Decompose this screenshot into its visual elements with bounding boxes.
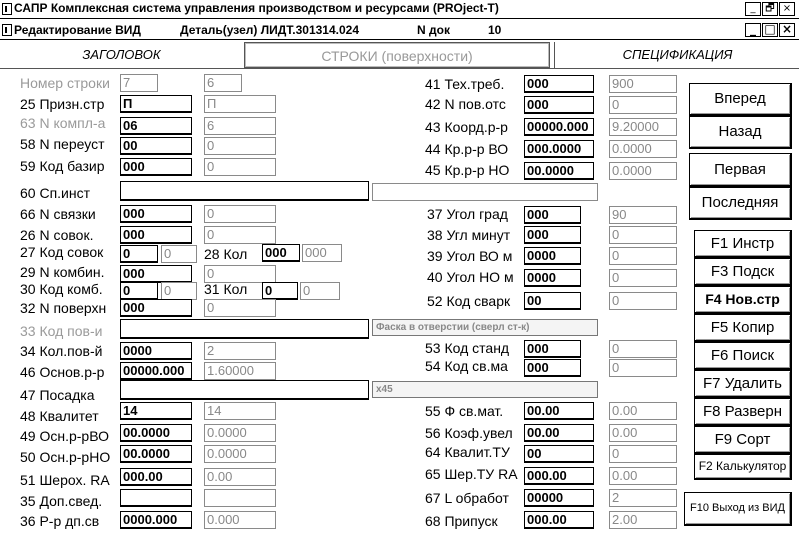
tool-method-field[interactable] <box>120 181 369 201</box>
fit-field[interactable] <box>120 380 369 400</box>
base-code-label: 59 Код базир <box>20 158 105 174</box>
scale-coef-field[interactable]: 00.00 <box>524 424 594 442</box>
angle-deg-prev: 90 <box>609 206 677 224</box>
tech-req-prev: 900 <box>609 75 677 93</box>
surface-number-label: 32 N поверхн <box>20 300 107 316</box>
combo-qty-label: 31 Кол <box>204 281 248 297</box>
sub-close-button[interactable]: × <box>779 23 795 37</box>
upper-dev-field[interactable]: 00.0000 <box>120 424 192 442</box>
angle-deg-field[interactable]: 000 <box>524 206 581 224</box>
angle-min-label: 38 Угл минут <box>427 227 511 243</box>
set-number-label: 26 N совок. <box>20 227 94 243</box>
line-sign-field[interactable]: П <box>120 95 192 113</box>
kit-number-prev: 6 <box>204 117 276 135</box>
lower-dev-field[interactable]: 00.0000 <box>120 445 192 463</box>
extra-size-field[interactable]: 0000.000 <box>120 511 192 529</box>
link-number-prev: 0 <box>204 205 276 223</box>
allowance-prev: 2.00 <box>609 511 677 529</box>
extra-size-label: 36 Р-р дп.св <box>20 513 100 529</box>
minimize-button[interactable]: _ <box>745 2 761 16</box>
weld-code-prev: 0 <box>609 292 677 310</box>
weld-code-label: 52 Код сварк <box>427 293 511 309</box>
f3-hint-button[interactable]: F3 Подск <box>694 258 792 286</box>
f10-exit-button[interactable]: F10 Выход из ВИД <box>684 492 792 526</box>
lower-dev-label: 50 Осн.р-рНО <box>20 449 111 465</box>
angle-upper-prev: 0 <box>609 247 677 265</box>
edge-lower-prev: 0.0000 <box>609 162 677 180</box>
angle-lower-prev: 0 <box>609 269 677 287</box>
fit-label: 47 Посадка <box>20 387 95 403</box>
subwindow-title: Редактирование ВИД <box>14 23 141 37</box>
tool-method-label: 60 Сп.инст <box>20 185 91 201</box>
hole-surface-prev: 0 <box>609 96 677 114</box>
surface-number-field[interactable]: 000 <box>120 299 192 317</box>
coord-size-field[interactable]: 00000.000 <box>524 118 594 136</box>
base-size-prev: 1.60000 <box>204 362 276 380</box>
restore-button[interactable]: 🗗 <box>762 2 778 16</box>
base-code-field[interactable]: 000 <box>120 158 192 176</box>
tolerance-grade-label: 48 Квалитет <box>20 408 99 424</box>
app-title-bar <box>0 0 799 19</box>
tab-header[interactable]: ЗАГОЛОВОК <box>82 47 161 62</box>
set-qty-prev: 000 <box>302 244 342 262</box>
tech-req-label: 41 Тех.треб. <box>425 76 505 92</box>
set-code-label: 27 Код совок <box>20 244 104 260</box>
f7-delete-button[interactable]: F7 Удалить <box>694 370 792 398</box>
angle-upper-field[interactable]: 0000 <box>524 247 581 265</box>
base-size-label: 46 Основ.р-р <box>20 364 105 380</box>
combo-number-field[interactable]: 000 <box>120 265 192 283</box>
f2-calculator-button[interactable]: F2 Калькулятор <box>694 454 792 480</box>
back-button[interactable]: Назад <box>689 116 792 149</box>
next-button[interactable]: Вперед <box>689 83 792 116</box>
f1-tools-button[interactable]: F1 Инстр <box>694 230 792 258</box>
angle-lower-field[interactable]: 0000 <box>524 269 581 287</box>
coord-size-label: 43 Коорд.р-р <box>425 119 508 135</box>
f4-new-line-button[interactable]: F4 Нов.стр <box>694 286 792 314</box>
tu-grade-prev: 0 <box>609 445 677 463</box>
scale-coef-prev: 0.00 <box>609 424 677 442</box>
lower-dev-prev: 0.0000 <box>204 445 276 463</box>
tab-separator <box>554 42 555 69</box>
set-code-prev: 0 <box>161 245 197 263</box>
combo-number-prev: 0 <box>204 265 276 283</box>
close-button[interactable]: × <box>779 2 795 16</box>
tab-specification[interactable]: СПЕЦИФИКАЦИЯ <box>622 47 733 62</box>
tech-req-field[interactable]: 000 <box>524 75 594 93</box>
allowance-field[interactable]: 000.00 <box>524 511 594 529</box>
fit-note: x45 <box>372 381 598 398</box>
set-number-field[interactable]: 000 <box>120 226 192 244</box>
tu-grade-field[interactable]: 00 <box>524 445 594 463</box>
app-title: САПР Комплексная система управления производством и ресурсами (PROject-T) <box>14 1 499 15</box>
set-code-field[interactable]: 0 <box>120 245 158 263</box>
upper-dev-prev: 0.0000 <box>204 424 276 442</box>
line-sign-label: 25 Призн.стр <box>20 96 105 112</box>
kit-number-field[interactable]: 06 <box>120 117 192 135</box>
subwindow-title-bar <box>0 21 799 40</box>
std-code-prev: 0 <box>609 340 677 358</box>
last-button[interactable]: Последняя <box>689 187 792 220</box>
setup-number-field[interactable]: 00 <box>120 137 192 155</box>
tolerance-grade-field[interactable]: 14 <box>120 402 192 420</box>
extra-info-label: 35 Доп.свед. <box>20 493 103 509</box>
tolerance-grade-prev: 14 <box>204 402 276 420</box>
tool-method-prev <box>372 183 598 201</box>
weld-mat-code-field[interactable]: 000 <box>524 359 581 377</box>
edge-upper-field[interactable]: 000.0000 <box>524 140 594 158</box>
angle-lower-label: 40 Угол НО м <box>427 269 514 285</box>
link-number-field[interactable]: 000 <box>120 205 192 223</box>
tu-roughness-prev: 0.00 <box>609 467 677 485</box>
process-length-prev: 2 <box>609 489 677 507</box>
edge-lower-field[interactable]: 00.0000 <box>524 162 594 180</box>
combo-qty-prev: 0 <box>300 282 340 300</box>
coord-size-prev: 9.20000 <box>609 118 677 136</box>
surface-code-label: 33 Код пов-и <box>20 323 103 339</box>
angle-min-prev: 0 <box>609 226 677 244</box>
upper-dev-label: 49 Осн.р-рВО <box>20 428 109 444</box>
surface-count-field[interactable]: 0000 <box>120 342 192 360</box>
base-size-field[interactable]: 00000.000 <box>120 362 192 380</box>
f6-search-button[interactable]: F6 Поиск <box>694 342 792 370</box>
tab-lines[interactable]: СТРОКИ (поверхности) <box>244 42 550 68</box>
roughness-prev: 0.00 <box>204 468 276 486</box>
weld-dia-prev: 0.00 <box>609 402 677 420</box>
tu-roughness-field[interactable]: 000.00 <box>524 467 594 485</box>
roughness-label: 51 Шерох. RA <box>20 472 110 488</box>
roughness-field[interactable]: 000.00 <box>120 468 192 486</box>
detail-label: Деталь(узел) ЛИДТ.301314.024 <box>180 23 360 37</box>
combo-code-prev: 0 <box>161 282 197 300</box>
row-number-field: 7 <box>120 74 158 92</box>
base-code-prev: 0 <box>204 158 276 176</box>
angle-deg-label: 37 Угол град <box>427 206 508 222</box>
tu-roughness-label: 65 Шер.ТУ RA <box>425 466 518 482</box>
surface-number-prev: 0 <box>204 299 276 317</box>
surface-count-label: 34 Кол.пов-й <box>20 343 103 359</box>
set-number-prev: 0 <box>204 226 276 244</box>
hole-surface-label: 42 N пов.отс <box>425 96 506 112</box>
edge-lower-label: 45 Кр.р-р НО <box>425 162 510 178</box>
line-sign-prev: П <box>204 95 276 113</box>
kit-number-label: 63 N компл-а <box>20 115 106 131</box>
row-number-prev: 6 <box>204 74 242 92</box>
edge-upper-prev: 0.0000 <box>609 140 677 158</box>
combo-code-field[interactable]: 0 <box>120 282 158 300</box>
process-length-label: 67 L обработ <box>425 490 509 506</box>
app-system-icon[interactable] <box>2 3 12 15</box>
angle-min-field[interactable]: 000 <box>524 226 581 244</box>
set-qty-label: 28 Кол <box>204 246 248 262</box>
scale-coef-label: 56 Коэф.увел <box>425 425 513 441</box>
subwindow-system-icon[interactable] <box>2 24 12 36</box>
process-length-field[interactable]: 00000 <box>524 489 594 507</box>
f5-copy-button[interactable]: F5 Копир <box>694 314 792 342</box>
hole-surface-field[interactable]: 000 <box>524 96 594 114</box>
set-qty-field[interactable]: 000 <box>262 244 300 262</box>
extra-size-prev: 0.000 <box>204 511 276 529</box>
surface-count-prev: 2 <box>204 342 276 360</box>
combo-qty-field[interactable]: 0 <box>262 282 298 300</box>
row-number-label: Номер строки <box>20 75 110 91</box>
std-code-label: 53 Код станд <box>425 340 510 356</box>
edge-upper-label: 44 Кр.р-р ВО <box>425 141 509 157</box>
weld-dia-field[interactable]: 00.00 <box>524 402 594 420</box>
allowance-label: 68 Припуск <box>425 513 498 529</box>
combo-code-label: 30 Код комб. <box>20 281 103 297</box>
weld-mat-code-prev: 0 <box>609 359 677 377</box>
ndoc-label: N док <box>417 23 450 37</box>
weld-mat-code-label: 54 Код св.ма <box>425 358 508 374</box>
setup-number-label: 58 N переуст <box>20 136 105 152</box>
sub-maximize-button[interactable]: □ <box>762 23 778 37</box>
setup-number-prev: 0 <box>204 137 276 155</box>
f9-sort-button[interactable]: F9 Сорт <box>694 426 792 454</box>
std-code-field[interactable]: 000 <box>524 340 581 358</box>
tab-divider <box>0 68 799 69</box>
tu-grade-label: 64 Квалит.ТУ <box>425 444 510 460</box>
ndoc-value: 10 <box>488 23 502 37</box>
link-number-label: 66 N связки <box>20 206 96 222</box>
weld-dia-label: 55 Ф св.мат. <box>425 403 504 419</box>
angle-upper-label: 39 Угол ВО м <box>427 248 513 264</box>
sub-minimize-button[interactable]: _ <box>745 23 761 37</box>
surface-code-field[interactable] <box>120 319 369 339</box>
first-button[interactable]: Первая <box>689 153 792 187</box>
surface-code-note: Фаска в отверстии (сверл ст-к) <box>372 319 598 336</box>
f8-expand-button[interactable]: F8 Разверн <box>694 398 792 426</box>
extra-info-field[interactable] <box>120 489 192 507</box>
weld-code-field[interactable]: 00 <box>524 292 581 310</box>
extra-info-prev <box>204 489 276 507</box>
combo-number-label: 29 N комбин. <box>20 264 105 280</box>
